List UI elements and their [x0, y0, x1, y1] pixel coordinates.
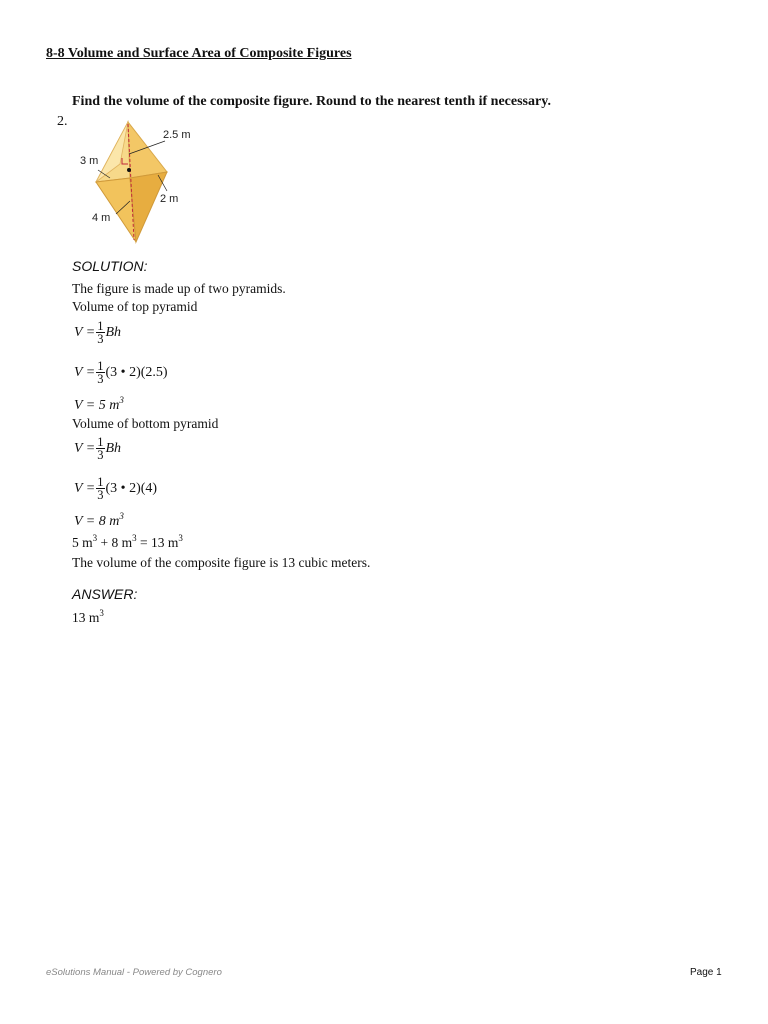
- page-number: Page 1: [690, 967, 722, 978]
- formula-rhs: (3 • 2)(2.5): [105, 364, 168, 380]
- top-pyramid-right-face: [128, 122, 167, 178]
- question-prompt: Find the volume of the composite figure. Round to the nearest tenth if necessary.: [72, 94, 551, 109]
- footer-credit: eSolutions Manual - Powered by Cognero: [46, 967, 222, 978]
- formula-lhs: V =: [74, 364, 96, 380]
- one-third-fraction: $\frac{1}{3}$: [97, 435, 104, 462]
- bottom-substitution: [74, 476, 157, 501]
- answer-value: 13 $m^3$: [72, 608, 104, 625]
- composite-pyramid-figure: [70, 118, 200, 246]
- page-title: 8-8 Volume and Surface Area of Composite Figures: [46, 46, 352, 61]
- top-substitution: [74, 360, 168, 385]
- formula-rhs: (3 • 2)(4): [105, 480, 158, 496]
- top-formula: [74, 320, 121, 345]
- sum-equation: 5 $m^3 + 8$ $m^3 = 13$ $m^3$: [72, 533, 183, 550]
- label-base-length: 2 m: [160, 193, 179, 205]
- one-third-fraction: $\frac{1}{3}$: [97, 319, 104, 346]
- bottom-pyramid-label: Volume of bottom pyramid: [72, 416, 219, 431]
- formula-lhs: V =: [74, 480, 96, 496]
- formula-lhs: V =: [74, 440, 96, 456]
- one-third-fraction: $\frac{1}{3}$: [97, 359, 104, 386]
- top-pyramid-label: Volume of top pyramid: [72, 299, 198, 314]
- solution-heading: SOLUTION:: [72, 258, 148, 274]
- solution-intro: The figure is made up of two pyramids.: [72, 281, 286, 296]
- bottom-formula: [74, 436, 121, 461]
- bottom-result: V = 8 $m^3$: [74, 511, 124, 529]
- one-third-fraction: $\frac{1}{3}$: [97, 475, 104, 502]
- formula-rhs: Bh: [105, 440, 122, 456]
- top-result: V = 5 $m^3$: [74, 395, 124, 413]
- solution-conclusion: The volume of the composite figure is 13 cubic meters.: [72, 555, 371, 570]
- bottom-pyramid-left-face: [96, 178, 136, 242]
- question-number: 2.: [57, 114, 68, 129]
- formula-lhs: V =: [74, 324, 96, 340]
- label-top-height: 2.5 m: [163, 129, 191, 141]
- label-base-width: 3 m: [80, 155, 99, 167]
- label-bottom-height: 4 m: [92, 212, 111, 224]
- bottom-pyramid-right-face: [130, 172, 167, 242]
- center-dot: [127, 168, 131, 172]
- formula-rhs: Bh: [105, 324, 122, 340]
- answer-heading: ANSWER:: [72, 586, 138, 602]
